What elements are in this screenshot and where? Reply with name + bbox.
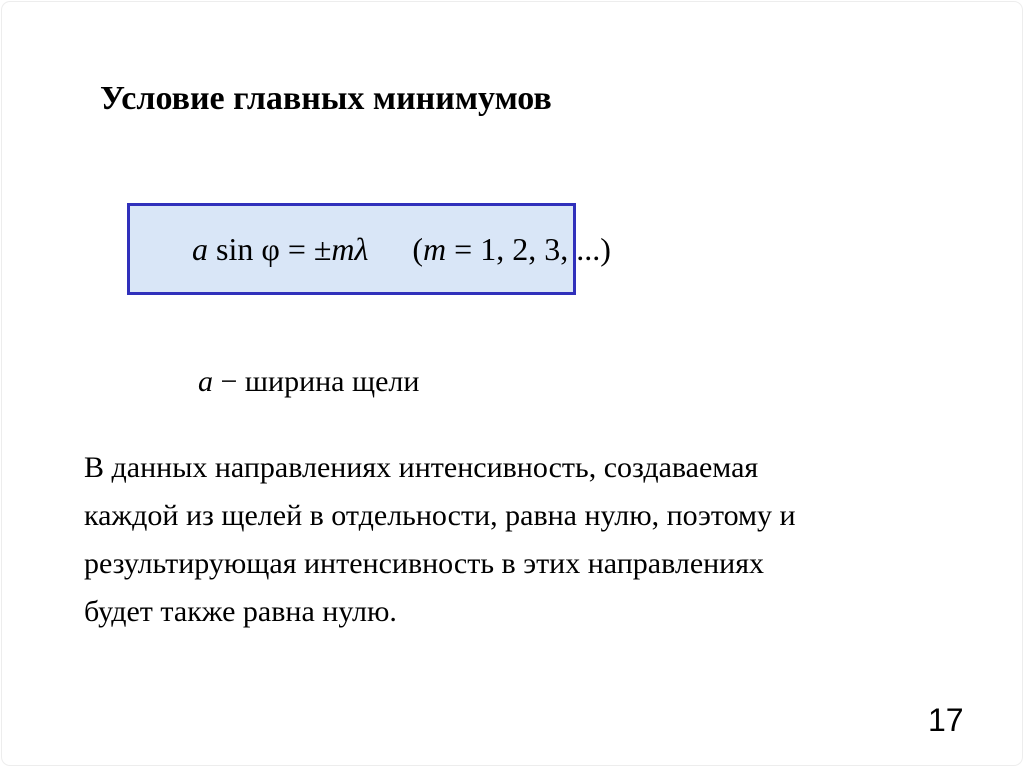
paragraph-line: результирующая интенсивность в этих направлениях: [84, 547, 765, 580]
slit-width-legend: [168, 331, 419, 433]
paragraph-line: будет также равна нулю.: [84, 595, 397, 628]
page-number: 17: [928, 702, 964, 738]
paragraph-line: В данных направлениях интенсивность, создаваемая: [84, 451, 759, 484]
legend-text: − ширина щели: [213, 365, 420, 398]
formula-sin: sin: [208, 230, 262, 267]
condition-var-m: m: [423, 230, 447, 267]
formula-box: [127, 203, 611, 295]
paragraph-line: каждой из щелей в отдельности, равна нулю, поэтому и: [84, 499, 796, 532]
legend-var-a: a: [198, 365, 213, 398]
formula-phi: φ: [261, 230, 280, 267]
formula-condition: [412, 231, 610, 267]
formula-m-lambda: mλ: [331, 230, 369, 267]
condition-open-paren: (: [412, 230, 424, 267]
condition-values: = 1, 2, 3, ...): [446, 230, 611, 267]
formula: [144, 194, 611, 305]
formula-equals-pm: = ±: [279, 230, 332, 267]
slide-title: Условие главных минимумов: [100, 80, 552, 117]
body-paragraph: [84, 444, 964, 636]
formula-var-a: a: [192, 230, 208, 267]
